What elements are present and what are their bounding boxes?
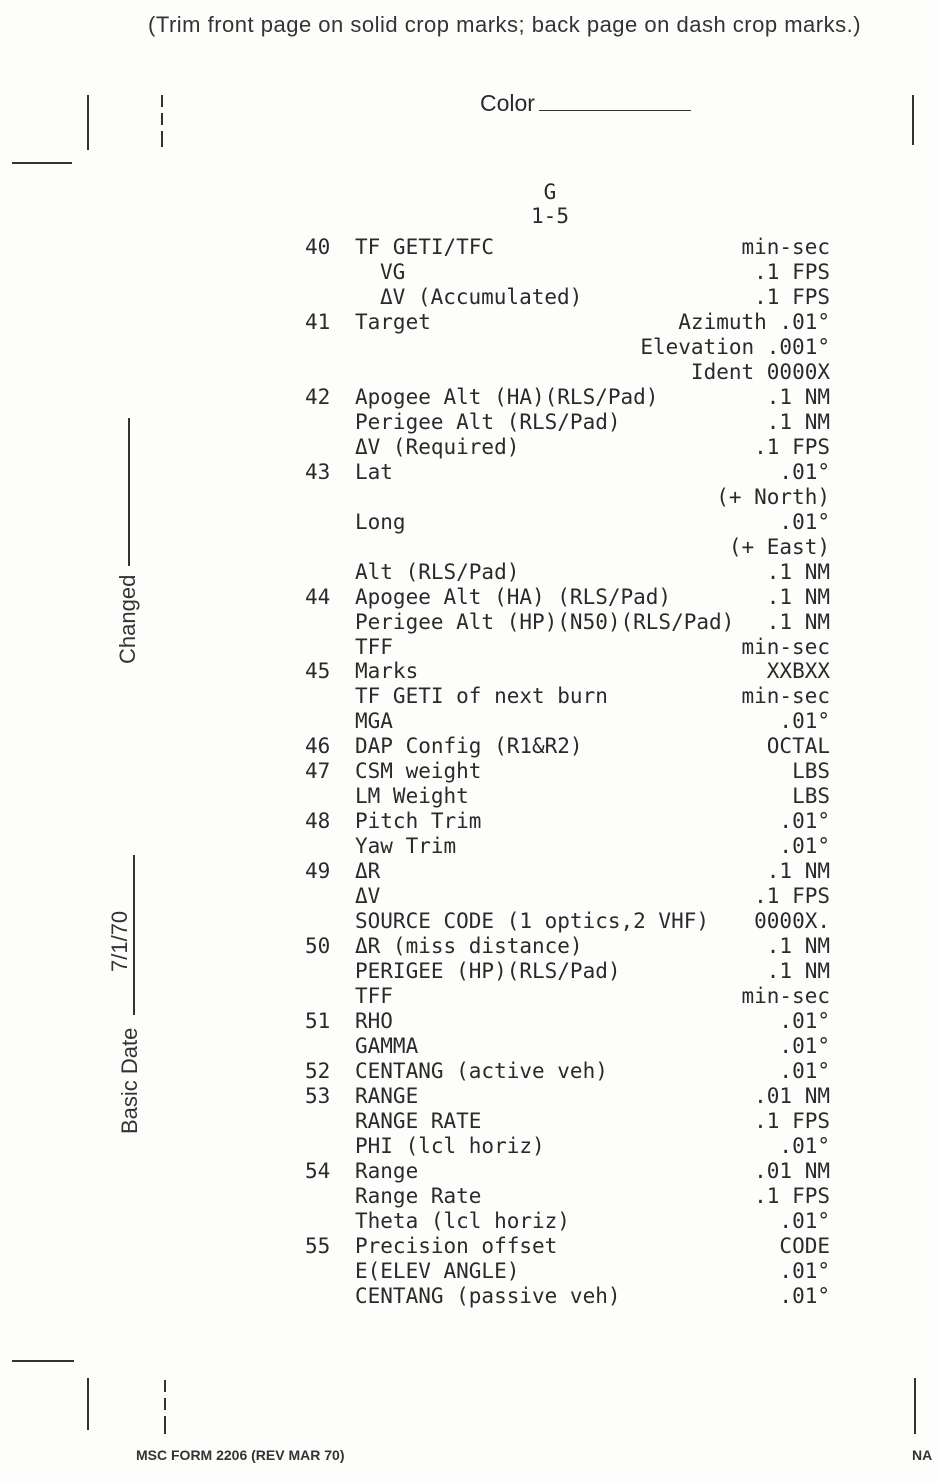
- parameter-row: [300, 535, 832, 560]
- parameter-label: CSM weight: [355, 759, 482, 784]
- item-number: 50: [305, 934, 331, 959]
- parameter-row: [300, 610, 832, 635]
- parameter-label: TFF: [355, 634, 393, 659]
- parameter-unit: (+ East): [728, 534, 830, 559]
- parameter-list: [300, 235, 832, 1309]
- crop-mark-bottom-left-vertical: [87, 1378, 89, 1430]
- parameter-label: LM Weight: [355, 784, 469, 809]
- parameter-row: [300, 1184, 832, 1209]
- parameter-label: MGA: [355, 709, 393, 734]
- section-letter: G: [543, 180, 557, 204]
- item-number: 47: [305, 759, 331, 784]
- parameter-unit: min-sec: [741, 634, 830, 659]
- parameter-label: VG: [380, 259, 406, 284]
- crop-mark-bottom-left-horizontal: [12, 1360, 74, 1362]
- item-number: 44: [305, 584, 331, 609]
- parameter-row: [300, 1059, 832, 1084]
- item-number: 54: [305, 1158, 331, 1183]
- parameter-unit: .01°: [779, 509, 830, 534]
- parameter-label: Perigee Alt (RLS/Pad): [355, 409, 621, 434]
- parameter-unit: .1 NM: [766, 584, 830, 609]
- item-number: 55: [305, 1233, 331, 1258]
- parameter-unit: .01°: [779, 709, 830, 734]
- parameter-row: [300, 784, 832, 809]
- parameter-row: [300, 385, 832, 410]
- parameter-unit: .01°: [779, 1208, 830, 1233]
- parameter-unit: .1 FPS: [754, 1183, 830, 1208]
- basic-date-label: Basic Date: [117, 1027, 142, 1134]
- parameter-label: Alt (RLS/Pad): [355, 559, 520, 584]
- parameter-unit: .1 FPS: [754, 284, 830, 309]
- item-number: 40: [305, 235, 331, 259]
- parameter-unit: 0000X.: [754, 909, 830, 934]
- parameter-label: Apogee Alt (HA)(RLS/Pad): [355, 384, 659, 409]
- parameter-row: [300, 809, 832, 834]
- parameter-label: Pitch Trim: [355, 809, 482, 834]
- item-number: 49: [305, 859, 331, 884]
- parameter-row: [300, 1259, 832, 1284]
- parameter-row: [300, 1159, 832, 1184]
- parameter-unit: Azimuth .01°: [678, 309, 830, 334]
- dash-crop-mark-bottom: [164, 1398, 166, 1410]
- parameter-row: [300, 460, 832, 485]
- parameter-unit: .01°: [779, 1034, 830, 1058]
- parameter-label: TF GETI/TFC: [355, 235, 495, 259]
- parameter-label: Target: [355, 309, 431, 334]
- parameter-row: [300, 360, 832, 385]
- parameter-row: [300, 859, 832, 884]
- changed-blank-line: [128, 418, 130, 566]
- parameter-unit: .01°: [779, 1133, 830, 1158]
- crop-mark-bottom-right-vertical: [914, 1378, 916, 1434]
- parameter-unit: .1 NM: [766, 409, 830, 434]
- parameter-unit: .01°: [779, 809, 830, 834]
- basic-date-blank-line: [133, 855, 135, 1015]
- parameter-label: Range Rate: [355, 1183, 482, 1208]
- page-number: 1-5: [531, 204, 569, 228]
- item-number: 41: [305, 309, 331, 334]
- parameter-unit: .01°: [779, 1058, 830, 1083]
- parameter-row: [300, 335, 832, 360]
- item-number: 43: [305, 459, 331, 484]
- parameter-unit: (+ North): [716, 484, 830, 509]
- parameter-unit: .1 NM: [766, 384, 830, 409]
- parameter-row: [300, 909, 832, 934]
- parameter-unit: .01 NM: [754, 1083, 830, 1108]
- parameter-unit: min-sec: [741, 235, 830, 259]
- parameter-row: [300, 884, 832, 909]
- dash-crop-mark-top: [161, 113, 163, 125]
- parameter-label: ΔR (miss distance): [355, 934, 583, 959]
- parameter-unit: .1 NM: [766, 559, 830, 584]
- parameter-row: [300, 709, 832, 734]
- parameter-row: [300, 1234, 832, 1259]
- parameter-unit: Elevation .001°: [640, 334, 830, 359]
- parameter-label: Range: [355, 1158, 419, 1183]
- parameter-label: GAMMA: [355, 1034, 419, 1058]
- parameter-label: PERIGEE (HP)(RLS/Pad): [355, 959, 621, 984]
- parameter-unit: .1 FPS: [754, 1108, 830, 1133]
- parameter-row: [300, 659, 832, 684]
- parameter-label: DAP Config (R1&R2): [355, 734, 583, 759]
- parameter-row: [300, 734, 832, 759]
- parameter-unit: .01°: [779, 1258, 830, 1283]
- color-blank-line: [539, 92, 691, 111]
- parameter-row: [300, 410, 832, 435]
- parameter-label: Theta (lcl horiz): [355, 1208, 570, 1233]
- dash-crop-mark-top: [161, 131, 163, 147]
- color-field: [480, 90, 691, 117]
- dash-crop-mark-bottom: [164, 1416, 166, 1434]
- parameter-label: Lat: [355, 459, 393, 484]
- parameter-unit: Ident 0000X: [690, 359, 830, 384]
- parameter-row: [300, 635, 832, 660]
- parameter-unit: .1 FPS: [754, 259, 830, 284]
- parameter-label: Long: [355, 509, 406, 534]
- parameter-row: [300, 235, 832, 260]
- footer-right-text: NA: [912, 1447, 933, 1463]
- parameter-label: Precision offset: [355, 1233, 558, 1258]
- parameter-row: [300, 260, 832, 285]
- parameter-row: [300, 934, 832, 959]
- parameter-unit: .1 NM: [766, 859, 830, 884]
- parameter-label: Perigee Alt (HP)(N50)(RLS/Pad): [355, 609, 735, 634]
- parameter-row: [300, 1134, 832, 1159]
- parameter-row: [300, 560, 832, 585]
- parameter-unit: LBS: [792, 759, 830, 784]
- parameter-row: [300, 435, 832, 460]
- parameter-unit: .1 FPS: [754, 434, 830, 459]
- parameter-unit: .01°: [779, 1283, 830, 1308]
- parameter-label: Yaw Trim: [355, 834, 457, 859]
- basic-date-value: 7/1/70: [107, 910, 132, 972]
- parameter-label: RANGE: [355, 1083, 419, 1108]
- parameter-row: [300, 1284, 832, 1309]
- parameter-row: [300, 1084, 832, 1109]
- trim-instruction: (Trim front page on solid crop marks; back page on dash crop marks.): [148, 12, 862, 37]
- parameter-unit: .1 NM: [766, 959, 830, 984]
- parameter-label: RANGE RATE: [355, 1108, 482, 1133]
- parameter-label: Marks: [355, 659, 419, 684]
- parameter-unit: LBS: [792, 784, 830, 809]
- parameter-label: E(ELEV ANGLE): [355, 1258, 520, 1283]
- parameter-row: [300, 510, 832, 535]
- item-number: 45: [305, 659, 331, 684]
- parameter-row: [300, 984, 832, 1009]
- item-number: 51: [305, 1009, 331, 1034]
- parameter-label: CENTANG (passive veh): [355, 1283, 621, 1308]
- parameter-row: [300, 485, 832, 510]
- parameter-row: [300, 1109, 832, 1134]
- color-label: Color: [480, 90, 535, 116]
- parameter-unit: .1 NM: [766, 609, 830, 634]
- item-number: 46: [305, 734, 331, 759]
- parameter-unit: .01°: [779, 459, 830, 484]
- parameter-row: [300, 310, 832, 335]
- parameter-row: [300, 834, 832, 859]
- parameter-label: TFF: [355, 984, 393, 1009]
- parameter-unit: min-sec: [741, 684, 830, 709]
- form-number: MSC FORM 2206 (REV MAR 70): [136, 1447, 345, 1463]
- dash-crop-mark-top: [161, 95, 163, 107]
- parameter-unit: .01°: [779, 1009, 830, 1034]
- parameter-unit: OCTAL: [766, 734, 830, 759]
- parameter-label: PHI (lcl horiz): [355, 1133, 545, 1158]
- crop-mark-top-right-vertical: [912, 95, 914, 145]
- item-number: 52: [305, 1058, 331, 1083]
- parameter-unit: min-sec: [741, 984, 830, 1009]
- parameter-label: ΔR: [355, 859, 381, 884]
- parameter-row: [300, 959, 832, 984]
- parameter-unit: .1 NM: [766, 934, 830, 959]
- parameter-label: ΔV (Required): [355, 434, 520, 459]
- parameter-row: [300, 684, 832, 709]
- parameter-row: [300, 1034, 832, 1059]
- parameter-label: CENTANG (active veh): [355, 1058, 608, 1083]
- item-number: 42: [305, 384, 331, 409]
- parameter-unit: .01°: [779, 834, 830, 859]
- parameter-unit: .01 NM: [754, 1158, 830, 1183]
- parameter-row: [300, 1009, 832, 1034]
- crop-mark-top-left-vertical: [87, 95, 89, 150]
- parameter-row: [300, 759, 832, 784]
- parameter-label: ΔV: [355, 884, 381, 909]
- dash-crop-mark-bottom: [164, 1380, 166, 1392]
- parameter-unit: XXBXX: [766, 659, 830, 684]
- changed-label: Changed: [115, 574, 140, 664]
- item-number: 53: [305, 1083, 331, 1108]
- parameter-label: ΔV (Accumulated): [380, 284, 583, 309]
- item-number: 48: [305, 809, 331, 834]
- parameter-unit: .1 FPS: [754, 884, 830, 909]
- parameter-label: RHO: [355, 1009, 393, 1034]
- parameter-label: SOURCE CODE (1 optics,2 VHF): [355, 909, 710, 934]
- parameter-unit: CODE: [779, 1233, 830, 1258]
- parameter-label: Apogee Alt (HA) (RLS/Pad): [355, 584, 672, 609]
- parameter-row: [300, 285, 832, 310]
- parameter-row: [300, 1209, 832, 1234]
- parameter-row: [300, 585, 832, 610]
- crop-mark-top-left-horizontal: [12, 162, 72, 164]
- parameter-label: TF GETI of next burn: [355, 684, 608, 709]
